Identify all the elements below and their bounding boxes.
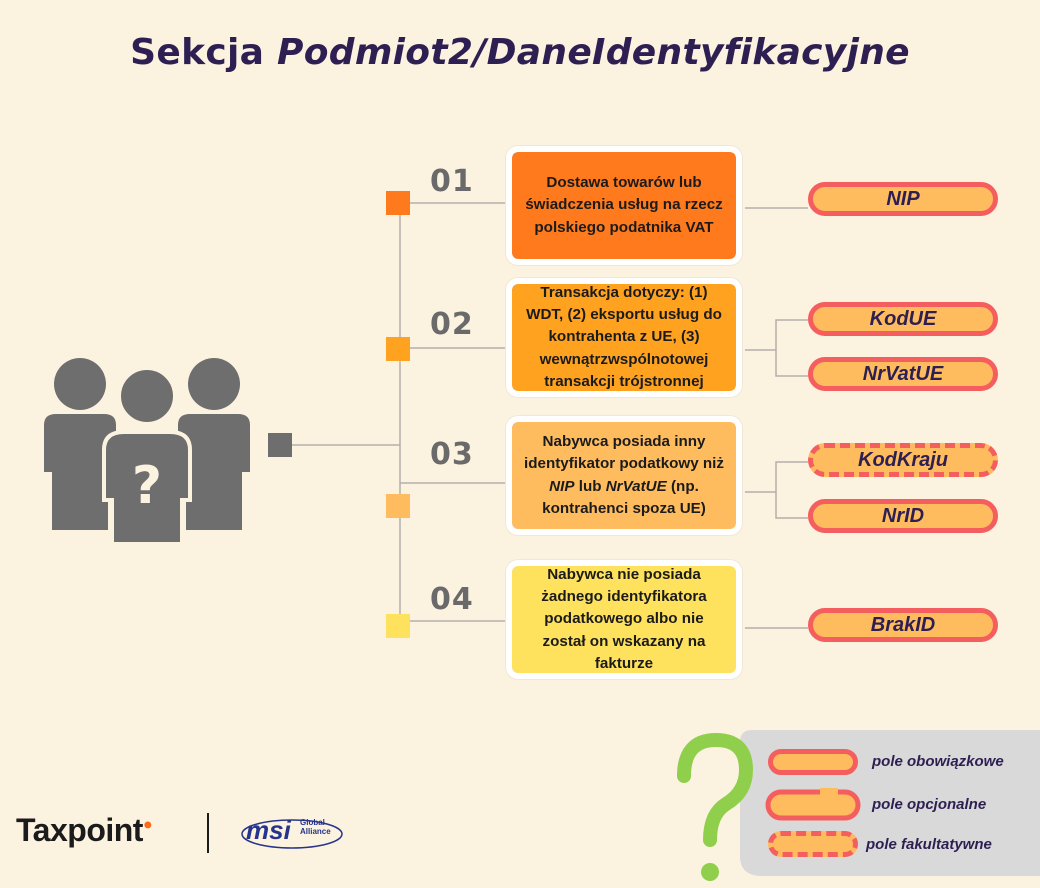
step-connectors [400, 203, 512, 621]
field-nrid: NrID [808, 499, 998, 533]
step-text-03: Nabywca posiada inny identyfikator podatkowy niż NIP lub NrVatUE (np. kontrahenci spoza UE) [524, 433, 724, 517]
step-marker-03 [386, 494, 410, 518]
step-text-04: Nabywca nie posiada żadnego identyfikatora podatkowego albo nie został on wskazany na fakturze [541, 566, 707, 672]
legend-optional-swatch [768, 788, 858, 818]
step-box-04 [512, 566, 736, 673]
title-plain: Sekcja [130, 32, 278, 73]
taxpoint-dot-icon: ● [142, 816, 153, 834]
field-nrvatue: NrVatUE [808, 357, 998, 391]
legend-optional-label: pole opcjonalne [872, 796, 987, 813]
legend-facultative-label: pole fakultatywne [866, 836, 992, 853]
question-mark-dot [701, 863, 719, 881]
field-connectors [745, 208, 808, 628]
step-number-02: 02 [430, 307, 474, 342]
msi-swoosh-icon [240, 812, 350, 852]
msi-logo: msi [246, 815, 291, 845]
brand-divider [207, 813, 209, 853]
field-kodue: KodUE [808, 302, 998, 336]
field-brakid: BrakID [808, 608, 998, 642]
field-kodkraju: KodKraju [808, 443, 998, 477]
taxpoint-logo [16, 812, 152, 849]
title-italic: Podmiot2/DaneIdentyfikacyjne [277, 32, 910, 73]
legend-mandatory-swatch [768, 749, 858, 775]
msi-subtitle: Global Alliance [300, 818, 331, 836]
field-nip: NIP [808, 182, 998, 216]
step-marker-01 [386, 191, 410, 215]
taxpoint-wordmark: Taxpoint [16, 812, 143, 848]
step-marker-02 [386, 337, 410, 361]
step-text-02: Transakcja dotyczy: (1) WDT, (2) eksportu usług do kontrahenta z UE, (3) wewnątrzwspólnotowej transakcji trójstronnej [526, 284, 722, 390]
step-number-04: 04 [430, 582, 474, 617]
legend-facultative-swatch [768, 831, 858, 857]
step-box-03 [512, 422, 736, 529]
people-question-icon [44, 358, 250, 544]
step-number-03: 03 [430, 437, 474, 472]
step-box-01 [512, 152, 736, 259]
page-title [0, 32, 1040, 73]
green-question-mark-icon [684, 740, 746, 840]
step-marker-04 [386, 614, 410, 638]
step-number-01: 01 [430, 164, 474, 199]
step-text-01: Dostawa towarów lub świadczenia usług na rzecz polskiego podatnika VAT [525, 174, 723, 236]
svg-text:?: ? [131, 456, 163, 516]
hub-square [268, 433, 292, 457]
step-box-02 [512, 284, 736, 391]
legend-mandatory-label: pole obowiązkowe [872, 753, 1004, 770]
